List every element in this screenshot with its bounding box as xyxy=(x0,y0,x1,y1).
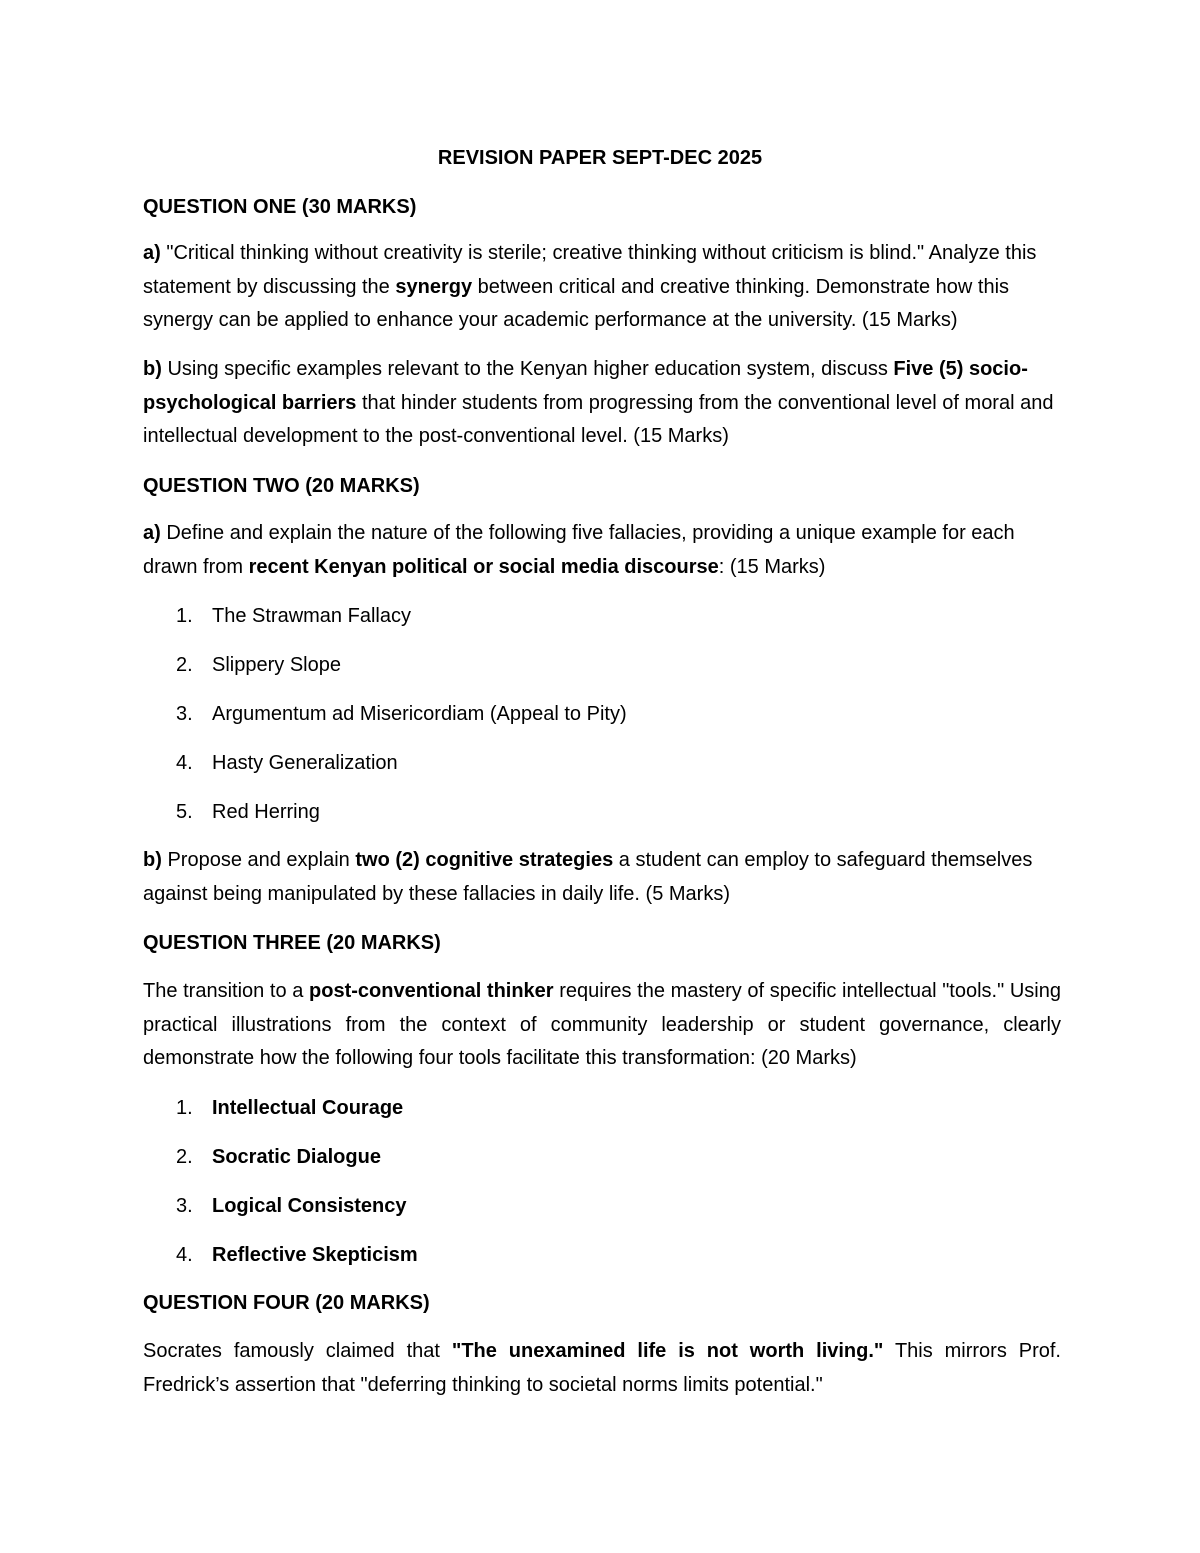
question-two-part-a xyxy=(143,517,1061,584)
part-a-label: a) xyxy=(143,242,161,264)
question-two-heading: QUESTION TWO (20 MARKS) xyxy=(143,475,420,497)
body-text: The transition to a xyxy=(143,980,310,1002)
part-b-text: Using specific examples relevant to the Kenyan higher education system, discuss xyxy=(161,358,894,380)
question-four-body xyxy=(143,1335,1061,1402)
tool-list-item: 2. Socratic Dialogue xyxy=(176,1146,381,1168)
question-two-part-b xyxy=(143,844,1061,911)
body-text: Socrates famously claimed that xyxy=(143,1340,452,1362)
fallacy-list-item: 5. Red Herring xyxy=(176,801,320,823)
body-emphasis: "The unexamined life is not worth living." xyxy=(451,1340,884,1362)
question-one-part-a xyxy=(143,237,1061,338)
body-text-end: This mirrors Prof. Fredrick’s assertion that "deferring thinking to societal norms limits potential." xyxy=(143,1340,1061,1396)
fallacy-list-item: 1. The Strawman Fallacy xyxy=(176,605,411,627)
part-a-text-end: : (15 Marks) xyxy=(718,555,826,578)
part-b-text: Propose and explain xyxy=(161,849,356,871)
part-b-text-end: that hinder students from progressing from the conventional level of moral and intellectual development to the post-conventional level. (15 Marks) xyxy=(143,391,1054,447)
body-text-end: requires the mastery of specific intellectual "tools." Using practical illustrations from the context of community leadership or student governance, clearly demonstrate how the following four tools facilitate this transformation: (20 Marks) xyxy=(143,980,1061,1069)
part-a-emphasis: recent Kenyan political or social media discourse xyxy=(248,555,719,578)
fallacy-list-item: 2. Slippery Slope xyxy=(176,654,341,676)
body-emphasis: post-conventional thinker xyxy=(309,980,554,1002)
part-b-emphasis: two (2) cognitive strategies xyxy=(355,849,614,871)
part-b-text-end: a student can employ to safeguard themselves against being manipulated by these fallacies in daily life. (5 Marks) xyxy=(143,849,1033,905)
question-one-part-b xyxy=(143,353,1061,454)
question-three-body xyxy=(143,975,1061,1076)
part-b-label: b) xyxy=(143,358,162,380)
part-a-label: a) xyxy=(143,522,161,544)
question-one-heading: QUESTION ONE (30 MARKS) xyxy=(143,196,417,218)
tool-list-item: 4. Reflective Skepticism xyxy=(176,1244,418,1266)
part-a-emphasis: synergy xyxy=(395,275,473,298)
tool-list-item: 3. Logical Consistency xyxy=(176,1195,407,1217)
question-three-heading: QUESTION THREE (20 MARKS) xyxy=(143,932,441,954)
part-a-text: Define and explain the nature of the following five fallacies, providing a unique example for each drawn from xyxy=(143,522,1015,578)
part-a-text: "Critical thinking without creativity is sterile; creative thinking without criticism is blind." Analyze this statement by discussing the xyxy=(143,242,1037,298)
part-b-emphasis: Five (5) socio-psychological barriers xyxy=(143,358,1028,414)
paper-title: REVISION PAPER SEPT-DEC 2025 xyxy=(437,147,763,169)
fallacy-list-item: 4. Hasty Generalization xyxy=(176,752,398,774)
tool-list-item: 1. Intellectual Courage xyxy=(176,1097,404,1119)
part-a-text-end: between critical and creative thinking. Demonstrate how this synergy can be applied to enhance your academic performance at the university. (15 Marks) xyxy=(143,275,1010,331)
part-b-label: b) xyxy=(143,849,162,871)
fallacy-list-item: 3. Argumentum ad Misericordiam (Appeal to Pity) xyxy=(176,703,627,725)
question-four-heading: QUESTION FOUR (20 MARKS) xyxy=(143,1292,430,1314)
